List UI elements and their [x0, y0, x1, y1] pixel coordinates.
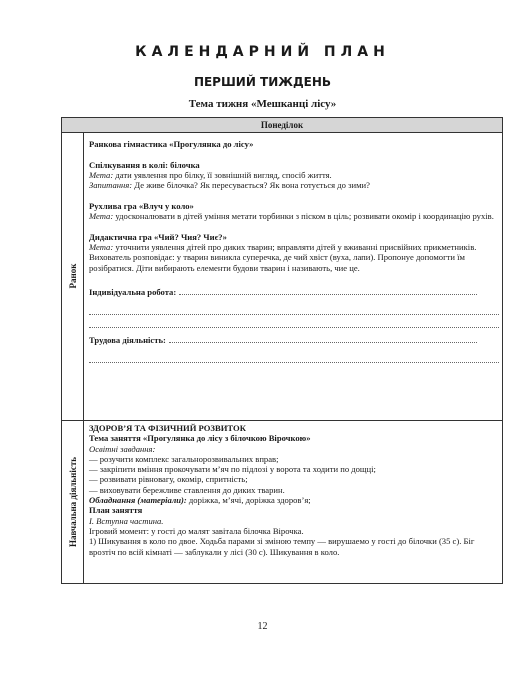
game2-goal-text: уточнити уявлення дітей про диких тварин; вправляти дітей у вживанні присвійних прикметників.: [113, 241, 477, 252]
game1-goal-text: удосконалювати в дітей уміння метати торбинки з піском в ціль; розвивати окомір і координацію рухів.: [113, 211, 494, 222]
week-title: ПЕРШИЙ ТИЖДЕНЬ: [193, 75, 332, 89]
tasks-label: Освітні завдання:: [89, 443, 156, 454]
plan-table: [61, 117, 503, 584]
equipment-text: доріжка, м’ячі, доріжка здоров’я;: [186, 495, 311, 506]
study-section: ЗДОРОВ’Я ТА ФІЗИЧНИЙ РОЗВИТОК: [89, 423, 246, 433]
week-theme: Тема тижня «Мешканці лісу»: [188, 98, 337, 110]
page-title: КАЛЕНДАРНИЙ ПЛАН: [135, 44, 390, 60]
game2-goal: [89, 242, 499, 252]
individual-fill-line: [179, 287, 477, 295]
day-header: Понеділок: [62, 118, 502, 133]
section-divider: [62, 420, 502, 421]
game1-goal-label: Мета:: [89, 211, 114, 222]
step-1: 1) Шикування в коло по двое. Ходьба парами зі зміною темпу — вирушаемо у гості до білочки (35 с). Біг врозтіч по всій кімнаті — заблукали у лісі (30 с). Шикування в коло.: [89, 536, 475, 557]
talk-q-label: Запитання:: [89, 180, 133, 191]
study-content: [89, 423, 499, 557]
morning-gym: Ранкова гімнастика «Прогулянка до лісу»: [89, 139, 254, 149]
task-item: — закріпити вміння прокочувати м’яч по підлозі у ворота та ходити по дощці;: [89, 464, 376, 475]
part-intro: I. Вступна частина.: [89, 515, 164, 526]
game1-title: Рухлива гра «Влуч у коло»: [89, 200, 194, 211]
individual-label: Індивідуальна робота:: [89, 286, 177, 297]
talk-goal-label: Мета:: [89, 169, 114, 180]
game-moment: Ігровий момент: у гості до малят завітала білочка Вірочка.: [89, 525, 304, 536]
game2-title: Дидактична гра «Чий? Чия? Чиє?»: [89, 231, 227, 242]
talk-q-text: Де живе білочка? Як пересувається? Як вона готується до зими?: [132, 180, 370, 191]
morning-content: [89, 139, 499, 365]
equipment: [89, 495, 499, 505]
task-item: — розвивати рівновагу, окомір, спритність;: [89, 474, 248, 485]
labor-fill-line: [169, 335, 477, 343]
label-column-divider: [83, 132, 84, 583]
study-label: Навчальна діяльність: [68, 456, 78, 548]
individual-work: [89, 287, 499, 297]
study-lesson: Тема заняття «Прогулянка до лісу з білочкою Вірочкою»: [89, 433, 311, 444]
talk-title: Спілкування в колі: білочка: [89, 159, 200, 170]
talk-goal-text: дати уявлення про білку, її зовнішній вигляд, спосіб життя.: [113, 169, 332, 180]
game2-goal-label: Мета:: [89, 241, 114, 252]
equipment-label: Обладнання (матеріали):: [89, 495, 187, 506]
task-item: — виховувати бережливе ставлення до диких тварин.: [89, 484, 285, 495]
individual-extra-line: [89, 304, 499, 315]
individual-extra-line-2: [89, 317, 499, 328]
game1-goal: [89, 211, 499, 221]
talk-goal: [89, 170, 499, 180]
page-number: 12: [257, 621, 268, 632]
talk-questions: [89, 180, 499, 190]
morning-label: Ранок: [68, 263, 78, 289]
labor-activity: [89, 335, 499, 345]
labor-label: Трудова діяльність:: [89, 335, 166, 346]
plan-title: План заняття: [89, 505, 143, 516]
game2-description: Вихователь розповідає: у тварин виникла суперечка, де чий хвіст (вуха, лапи). Пропонуе допомогти їм розібратися. Діти вибирають елементи будови тварин і називають, чие це.: [89, 252, 465, 273]
labor-extra-line: [89, 352, 499, 363]
task-item: — розучити комплекс загальнорозвивальних вправ;: [89, 453, 279, 464]
